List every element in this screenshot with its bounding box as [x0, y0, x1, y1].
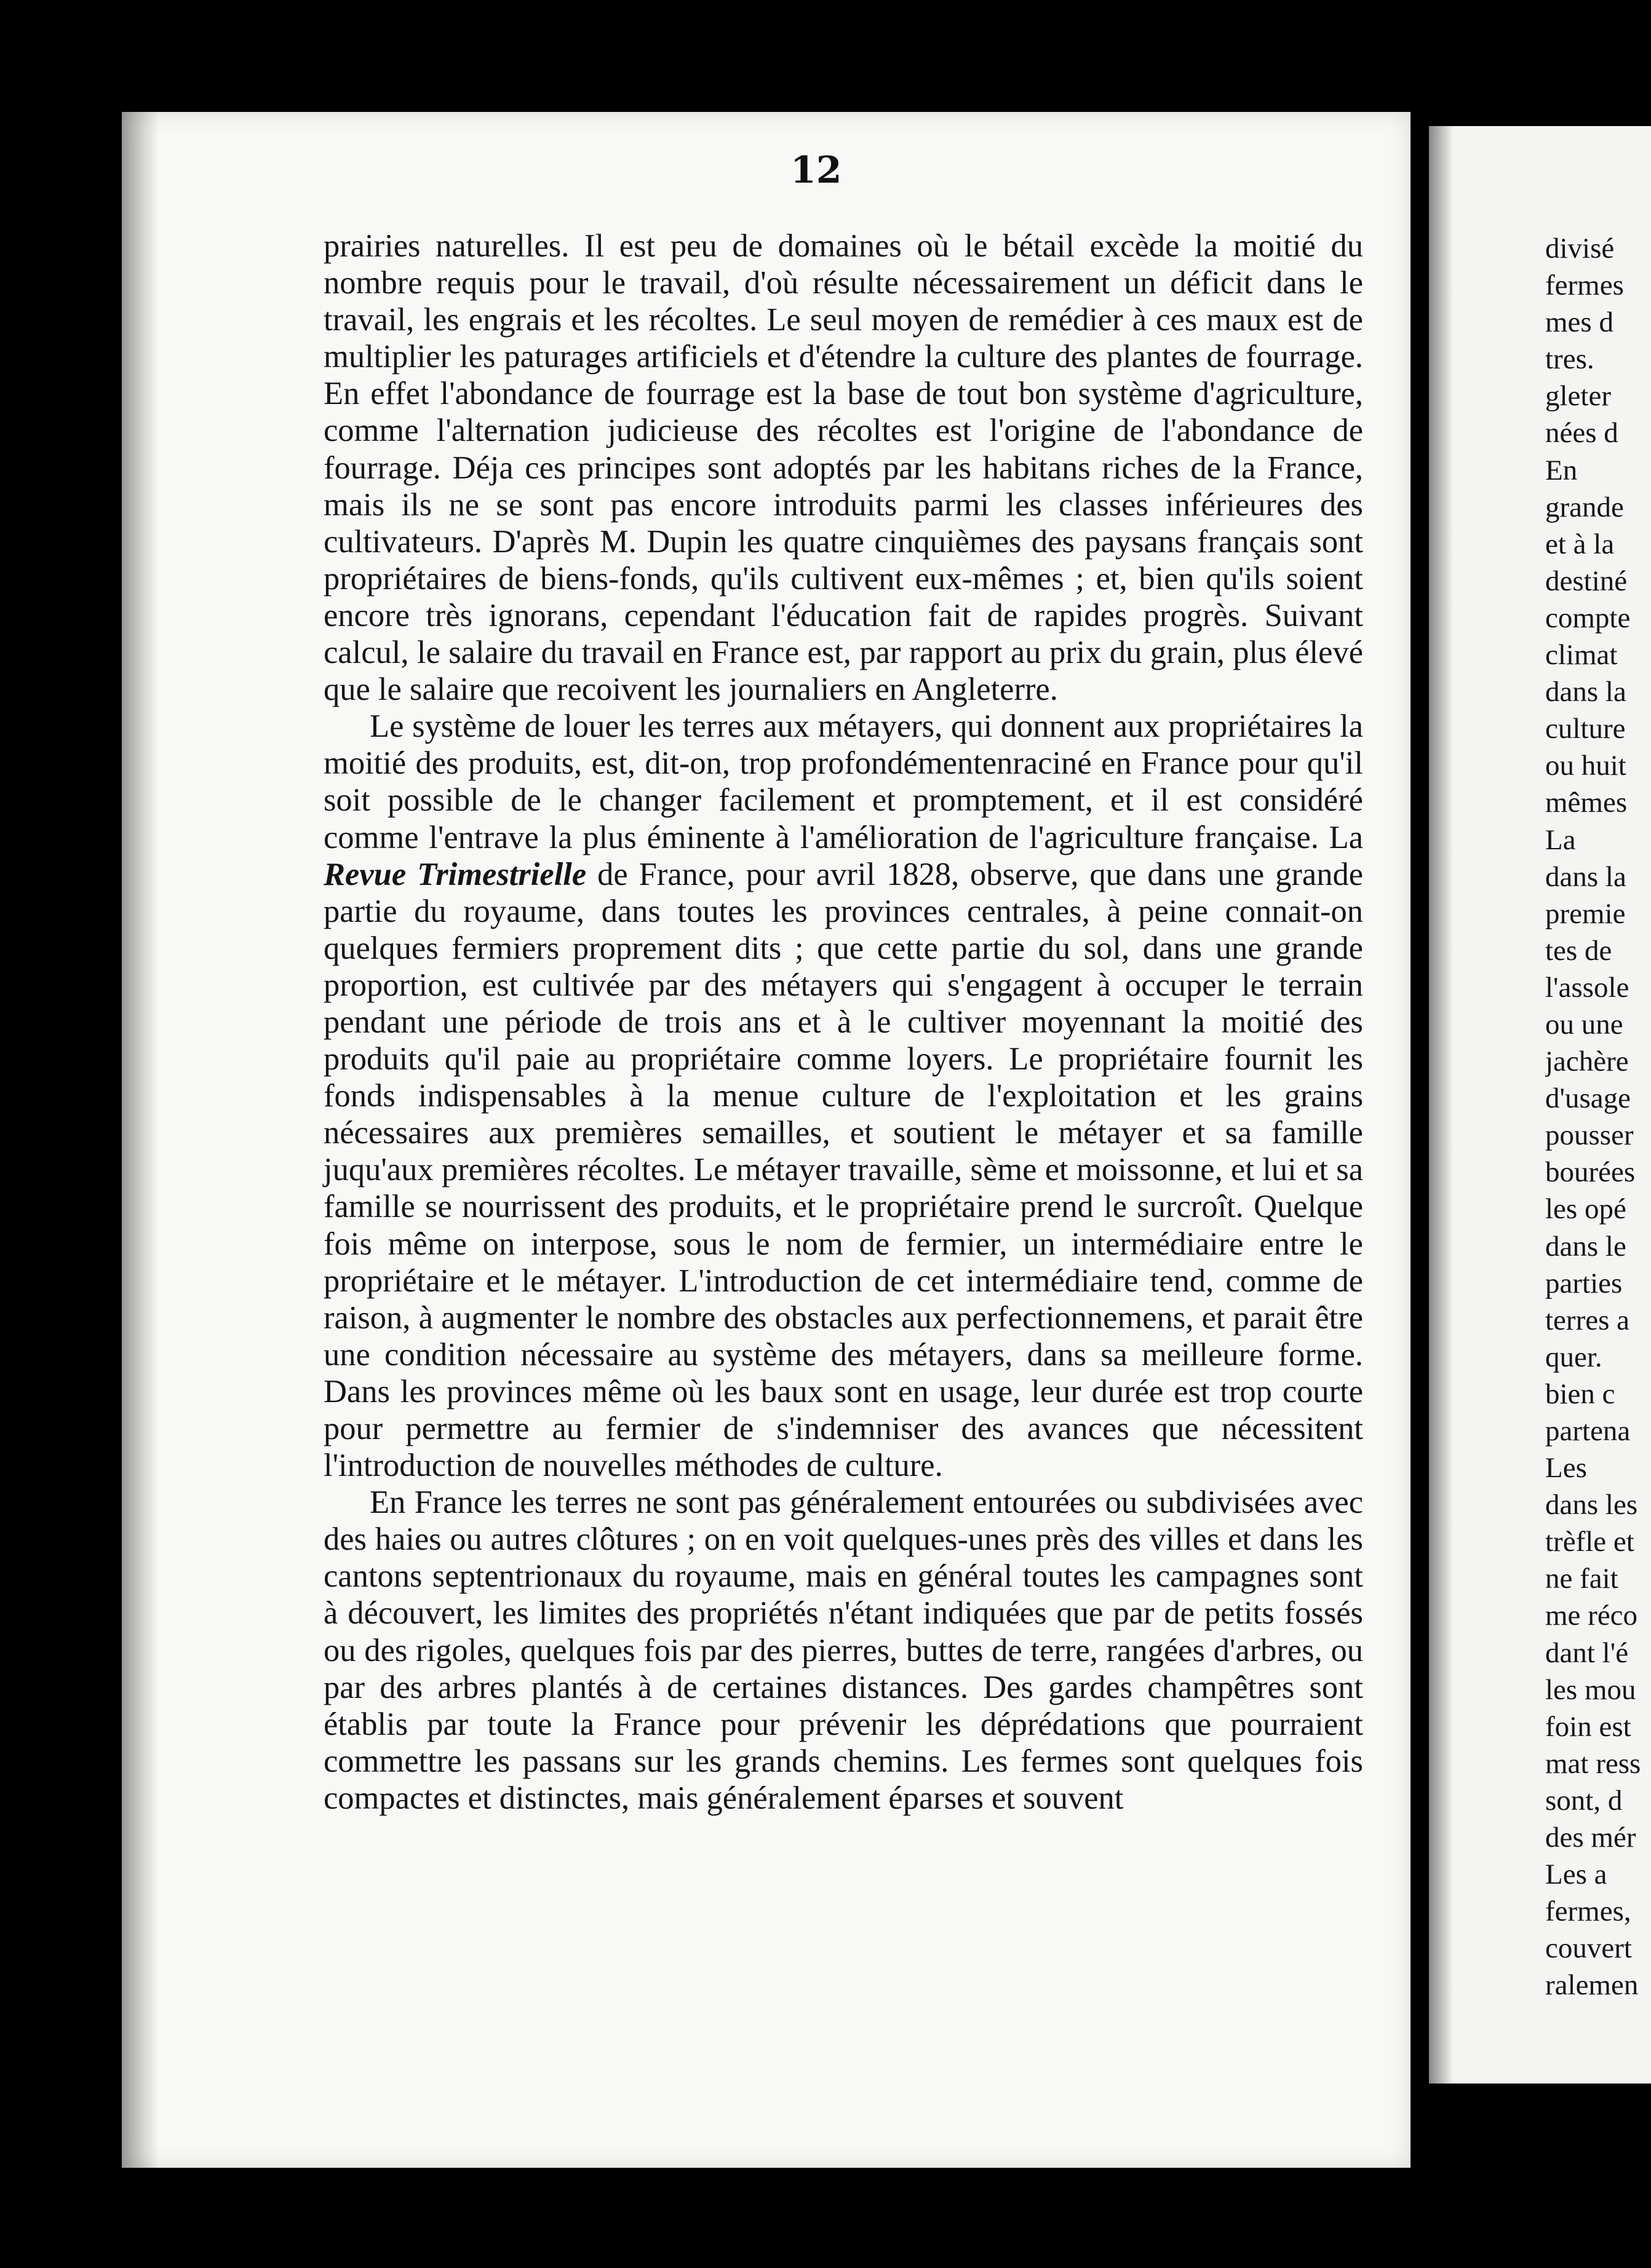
facing-page-line: tres.	[1545, 343, 1594, 376]
facing-page-line: Les	[1545, 1452, 1587, 1485]
paragraph-3: En France les terres ne sont pas généralement entourées ou subdivisées avec des haies ou autres clôtures ; on en voit quelques-unes près des villes et dans les cantons septentrionaux du royaume, mais en général toutes les campagnes sont à découvert, les limites des propriétés n'étant indiquées que par de petits fossés ou des rigoles, quelques fois par des pierres, buttes de terre, rangées d'arbres, ou par des arbres plantés à de certaines distances. Des gardes champêtres sont établis par toute la France pour prévenir les déprédations que pourraient commettre les passans sur les grands chemins. Les fermes sont quelques fois compactes et distinctes, mais généralement éparses et souvent	[324, 1485, 1363, 1816]
page-number: 12	[790, 149, 842, 192]
facing-page-line: La	[1545, 823, 1576, 856]
facing-page-line: foin est	[1545, 1710, 1631, 1743]
facing-page-line: mes d	[1545, 306, 1613, 339]
facing-page-line: dant l'é	[1545, 1636, 1629, 1669]
facing-page-line: ralemen	[1545, 1969, 1639, 2002]
paragraph-1: prairies naturelles. Il est peu de domaines où le bétail excède la moitié du nombre requis pour le travail, d'où résulte nécessairement un déficit dans le travail, les engrais et les récoltes. Le seul moyen de remédier à ces maux est de multiplier les paturages artificiels et d'étendre la culture des plantes de fourrage. En effet l'abondance de fourrage est la base de tout bon système d'agriculture, comme l'alternation judicieuse des récoltes est l'origine de l'abondance de fourrage. Déja ces principes sont adoptés par les habitans riches de la France, mais ils ne se sont pas encore introduits parmi les classes inférieures des cultivateurs. D'après M. Dupin les quatre cinquièmes des paysans français sont propriétaires de biens-fonds, qu'ils cultivent eux-mêmes ; et, bien qu'ils soient encore très ignorans, cependant l'éducation fait de rapides progrès. Suivant calcul, le salaire du travail en France est, par rapport au prix du grain, plus élevé que le salaire que recoivent les journaliers en Angleterre.	[324, 228, 1363, 708]
facing-page-line: nées d	[1545, 417, 1618, 450]
paragraph-2	[324, 708, 1363, 1484]
facing-page-line: me réco	[1545, 1600, 1638, 1632]
facing-page-line: En	[1545, 454, 1578, 486]
facing-page-line: divisé	[1545, 232, 1615, 264]
facing-page-line: culture	[1545, 713, 1626, 745]
facing-page-line: quer.	[1545, 1341, 1602, 1373]
facing-page-line: couvert	[1545, 1932, 1632, 1965]
book-gutter	[1410, 123, 1429, 2109]
facing-page-line: terres a	[1545, 1304, 1629, 1336]
facing-page-line: bien c	[1545, 1378, 1615, 1410]
facing-page-line: d'usage	[1545, 1082, 1631, 1115]
facing-page-line: les mou	[1545, 1673, 1636, 1706]
facing-page-line: et à la	[1545, 528, 1615, 560]
facing-page-line: dans la	[1545, 676, 1626, 708]
facing-page-line: bourées	[1545, 1156, 1636, 1189]
facing-page-line: jachère	[1545, 1045, 1629, 1078]
facing-page-line: destiné	[1545, 565, 1628, 597]
body-text	[324, 228, 1363, 1817]
facing-page-line: ou une	[1545, 1008, 1623, 1041]
facing-page-line: l'assole	[1545, 971, 1629, 1004]
facing-page-line: pousser	[1545, 1119, 1634, 1152]
facing-page-line: partena	[1545, 1415, 1631, 1447]
facing-page-line: grande	[1545, 491, 1624, 523]
journal-title: Revue Trimestrielle	[324, 856, 587, 892]
facing-page-line: mêmes	[1545, 787, 1628, 819]
facing-page-line: climat	[1545, 639, 1618, 672]
facing-page-line: trèfle et	[1545, 1526, 1634, 1558]
facing-page-line: compte	[1545, 601, 1631, 634]
facing-page-line: mat ress	[1545, 1747, 1641, 1780]
facing-page-line: gleter	[1545, 380, 1611, 413]
paragraph-2-text-before: Le système de louer les terres aux métayers, qui donnent aux propriétaires la moitié des produits, est, dit-on, trop profondémentenraciné en France pour qu'il soit possible de le changer facilement et promptement, et il est considéré comme l'entrave la plus éminente à l'amélioration de l'agriculture française. La	[324, 708, 1363, 855]
facing-page-line: les opé	[1545, 1193, 1626, 1226]
facing-page-line: parties	[1545, 1267, 1623, 1299]
facing-page-line: dans la	[1545, 860, 1626, 893]
paragraph-2-text-after: de France, pour avril 1828, observe, que dans une grande partie du royaume, dans toutes les provinces centrales, à peine connait-on quelques fermiers proprement dits ; que cette partie du sol, dans une grande proportion, est cultivée par des métayers qui s'engagent à occuper le terrain pendant une période de trois ans et à le cultiver moyennant la moitié des produits qu'il paie au propriétaire comme loyers. Le propriétaire fournit les fonds indispensables à la menue culture de l'exploitation et les grains nécessaires aux premières semailles, et soutient le métayer et sa famille juqu'aux premières récoltes. Le métayer travaille, sème et moissonne, et lui et sa famille se nourrissent des produits, et le propriétaire prend le surcroît. Quelque fois même on interpose, sous le nom de fermier, un intermédiaire entre le propriétaire et le métayer. L'introduction de cet intermédiaire tend, comme de raison, à augmenter le nombre des obstacles aux perfectionnemens, et parait être une condition nécessaire au système des métayers, dans sa meilleure forme. Dans les provinces même où les baux sont en usage, leur durée est trop courte pour permettre au fermier de s'indemniser des avances que nécessitent l'introduction de nouvelles méthodes de culture.	[324, 856, 1363, 1484]
facing-page-line: fermes	[1545, 269, 1624, 302]
facing-page-line: des mér	[1545, 1822, 1636, 1854]
facing-page-text	[1545, 230, 1651, 2004]
facing-page-line: ou huit	[1545, 750, 1626, 782]
facing-page-line: dans les	[1545, 1489, 1638, 1521]
facing-page-line: tes de	[1545, 934, 1612, 967]
facing-page-line: Les a	[1545, 1858, 1607, 1891]
facing-page-line: dans le	[1545, 1230, 1626, 1263]
facing-page-line: premie	[1545, 897, 1626, 930]
facing-page-line: ne fait	[1545, 1563, 1618, 1595]
facing-page-line: sont, d	[1545, 1784, 1623, 1817]
facing-page-line: fermes,	[1545, 1895, 1631, 1928]
